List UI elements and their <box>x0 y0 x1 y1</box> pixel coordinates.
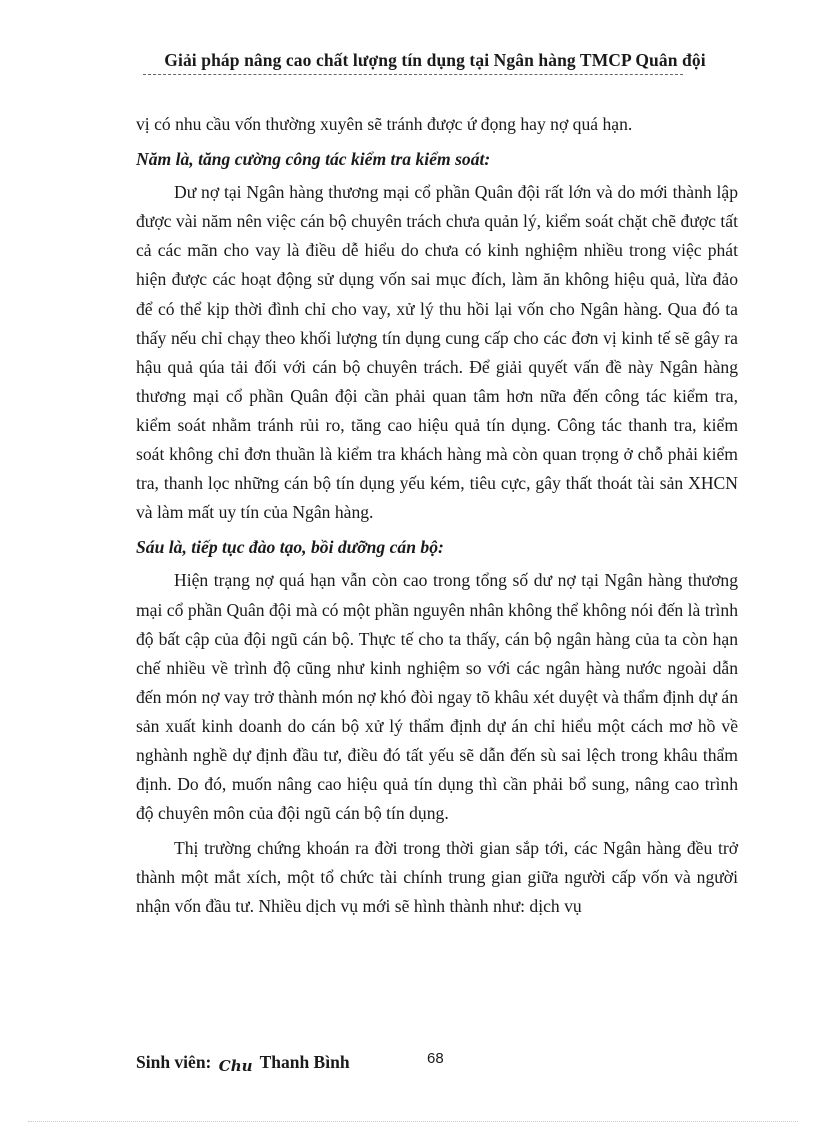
header-divider <box>143 74 683 75</box>
page-bottom-divider <box>28 1121 798 1122</box>
page-number: 68 <box>427 1050 444 1067</box>
student-label: Sinh viên: <box>136 1052 212 1072</box>
signature: Chu <box>218 1057 253 1075</box>
student-name: Thanh Bình <box>259 1052 350 1072</box>
page-header-title: Giải pháp nâng cao chất lượng tín dụng tại Ngân hàng TMCP Quân đội <box>164 50 706 70</box>
paragraph-6a: Hiện trạng nợ quá hạn vẫn còn cao trong tổng số dư nợ tại Ngân hàng thương mại cổ phần Quân đội mà có một phần nguyên nhân không thể không nói đến là trình độ bất cập của đội ngũ cán bộ. Thực tế cho ta thấy, cán bộ ngân hàng của ta còn hạn chế nhiều về trình độ cũng như kinh nghiệm so với các ngân hàng nước ngoài dẫn đến món nợ vay trở thành món nợ khó đòi ngay tõ khâu xét duyệt và thẩm định dự án sản xuất kinh doanh do cán bộ xử lý thẩm định dự án chỉ hiểu một cách mơ hồ về nghành nghề dự định đầu tư, điều đó tất yếu sẽ dẫn đến sù sai lệch trong khâu thẩm định. Do đó, muốn nâng cao hiệu quả tín dụng thì cần phải bổ sung, nâng cao trình độ chuyên môn của đội ngũ cán bộ tín dụng. <box>136 570 738 824</box>
section-heading-5: Năm là, tăng cường công tác kiểm tra kiểm soát: <box>136 149 491 170</box>
footer-author <box>136 1052 350 1073</box>
document-body <box>136 110 738 928</box>
paragraph-5: Dư nợ tại Ngân hàng thương mại cổ phần Quân đội rất lớn và do mới thành lập được vài năm nên việc cán bộ chuyên trách chưa quản lý, kiểm soát chặt chẽ được tất cả các mãn cho vay là điều dễ hiểu do chưa có kinh nghiệm nhiều trong việc phát hiện được các hoạt động sử dụng vốn sai mục đích, làm ăn không hiệu quả, lừa đảo để có thể kịp thời đình chỉ cho vay, xử lý thu hồi lại vốn cho Ngân hàng. Qua đó ta thấy nếu chỉ chạy theo khối lượng tín dụng cung cấp cho các đơn vị kinh tế sẽ gây ra hậu quả qúa tải đối với cán bộ chuyên trách. Để giải quyết vấn đề này Ngân hàng thương mại cổ phần Quân đội cần phải quan tâm hơn nữa đến công tác kiểm tra, kiểm soát nhằm tránh rủi ro, tăng cao hiệu quả tín dụng. Công tác thanh tra, kiểm soát không chỉ đơn thuần là kiểm tra khách hàng mà còn quan trọng ở chỗ phải kiểm tra, thanh lọc những cán bộ tín dụng yếu kém, tiêu cực, gây thất thoát tài sản XHCN và làm mất uy tín của Ngân hàng. <box>136 182 738 523</box>
section-heading-6: Sáu là, tiếp tục đào tạo, bồi dưỡng cán bộ: <box>136 537 444 558</box>
paragraph-6b: Thị trường chứng khoán ra đời trong thời gian sắp tới, các Ngân hàng đều trở thành một mắt xích, một tổ chức tài chính trung gian giữa người cấp vốn và người nhận vốn đầu tư. Nhiều dịch vụ mới sẽ hình thành như: dịch vụ <box>136 838 738 917</box>
continuation-paragraph: vị có nhu cầu vốn thường xuyên sẽ tránh được ứ đọng hay nợ quá hạn. <box>136 114 633 134</box>
